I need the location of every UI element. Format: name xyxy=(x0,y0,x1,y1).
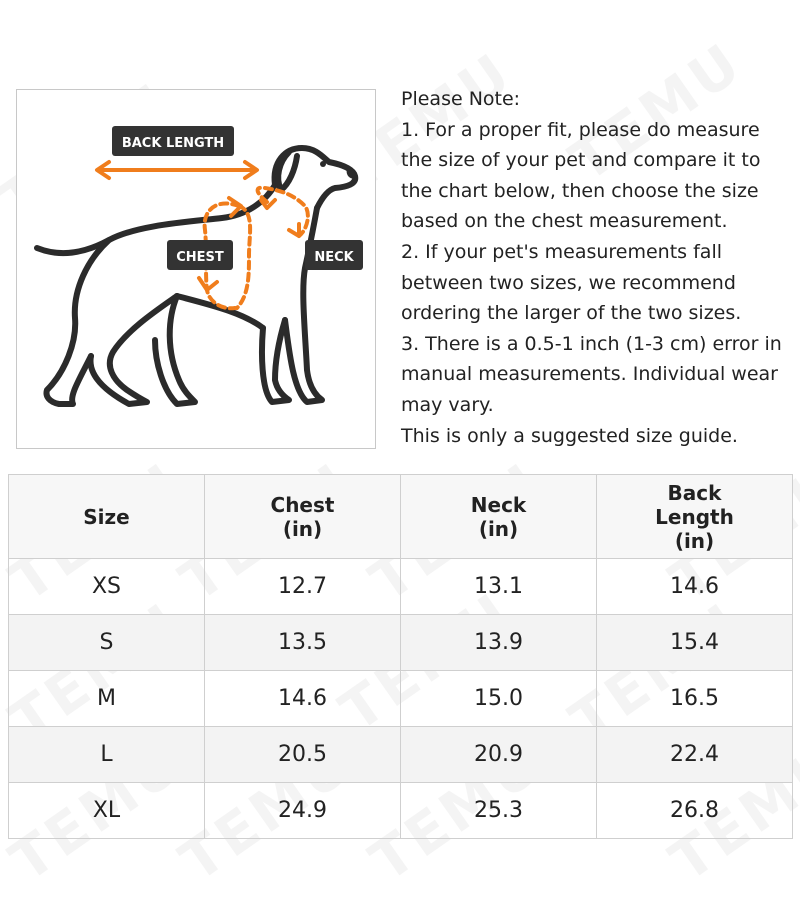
cell-chest: 20.5 xyxy=(205,727,401,783)
table-row xyxy=(9,727,793,783)
note-item: 3. There is a 0.5-1 inch (1-3 cm) error in manual measurements. Individual wear may vary. xyxy=(401,332,782,416)
table-row xyxy=(9,783,793,839)
table-row xyxy=(9,671,793,727)
cell-back-length: 16.5 xyxy=(597,671,793,727)
header-chest: Chest (in) xyxy=(205,475,401,559)
cell-chest: 14.6 xyxy=(205,671,401,727)
cell-chest: 24.9 xyxy=(205,783,401,839)
cell-size: XL xyxy=(9,783,205,839)
neck-tag xyxy=(305,240,363,270)
note-item: 2. If your pet's measurements fall between two sizes, we recommend ordering the larger of the two sizes. xyxy=(401,240,742,325)
cell-back-length: 15.4 xyxy=(597,615,793,671)
note-heading: Please Note: xyxy=(401,88,521,110)
cell-size: M xyxy=(9,671,205,727)
size-note xyxy=(401,84,796,451)
dog-outline-icon xyxy=(17,90,377,450)
cell-neck: 13.9 xyxy=(401,615,597,671)
cell-back-length: 26.8 xyxy=(597,783,793,839)
cell-chest: 12.7 xyxy=(205,559,401,615)
header-back-length: Back Length (in) xyxy=(597,475,793,559)
cell-back-length: 14.6 xyxy=(597,559,793,615)
back-length-label: BACK LENGTH xyxy=(121,136,225,151)
neck-label: NECK xyxy=(314,250,354,265)
cell-chest: 13.5 xyxy=(205,615,401,671)
table-row xyxy=(9,559,793,615)
cell-neck: 13.1 xyxy=(401,559,597,615)
cell-neck: 15.0 xyxy=(401,671,597,727)
note-footer: This is only a suggested size guide. xyxy=(401,424,738,447)
chest-tag xyxy=(167,240,233,270)
cell-back-length: 22.4 xyxy=(597,727,793,783)
measurement-diagram xyxy=(16,89,376,449)
cell-size: XS xyxy=(9,559,205,615)
table-header-row xyxy=(9,475,793,559)
header-neck: Neck (in) xyxy=(401,475,597,559)
back-length-tag xyxy=(112,126,234,156)
table-row xyxy=(9,615,793,671)
cell-size: L xyxy=(9,727,205,783)
chest-label: CHEST xyxy=(176,250,224,265)
size-chart-table xyxy=(8,474,793,839)
note-item: 1. For a proper fit, please do measure the size of your pet and compare it to the chart below, then choose the size based on the chest measurement. xyxy=(401,118,761,233)
cell-neck: 20.9 xyxy=(401,727,597,783)
cell-size: S xyxy=(9,615,205,671)
cell-neck: 25.3 xyxy=(401,783,597,839)
header-size: Size xyxy=(9,475,205,559)
